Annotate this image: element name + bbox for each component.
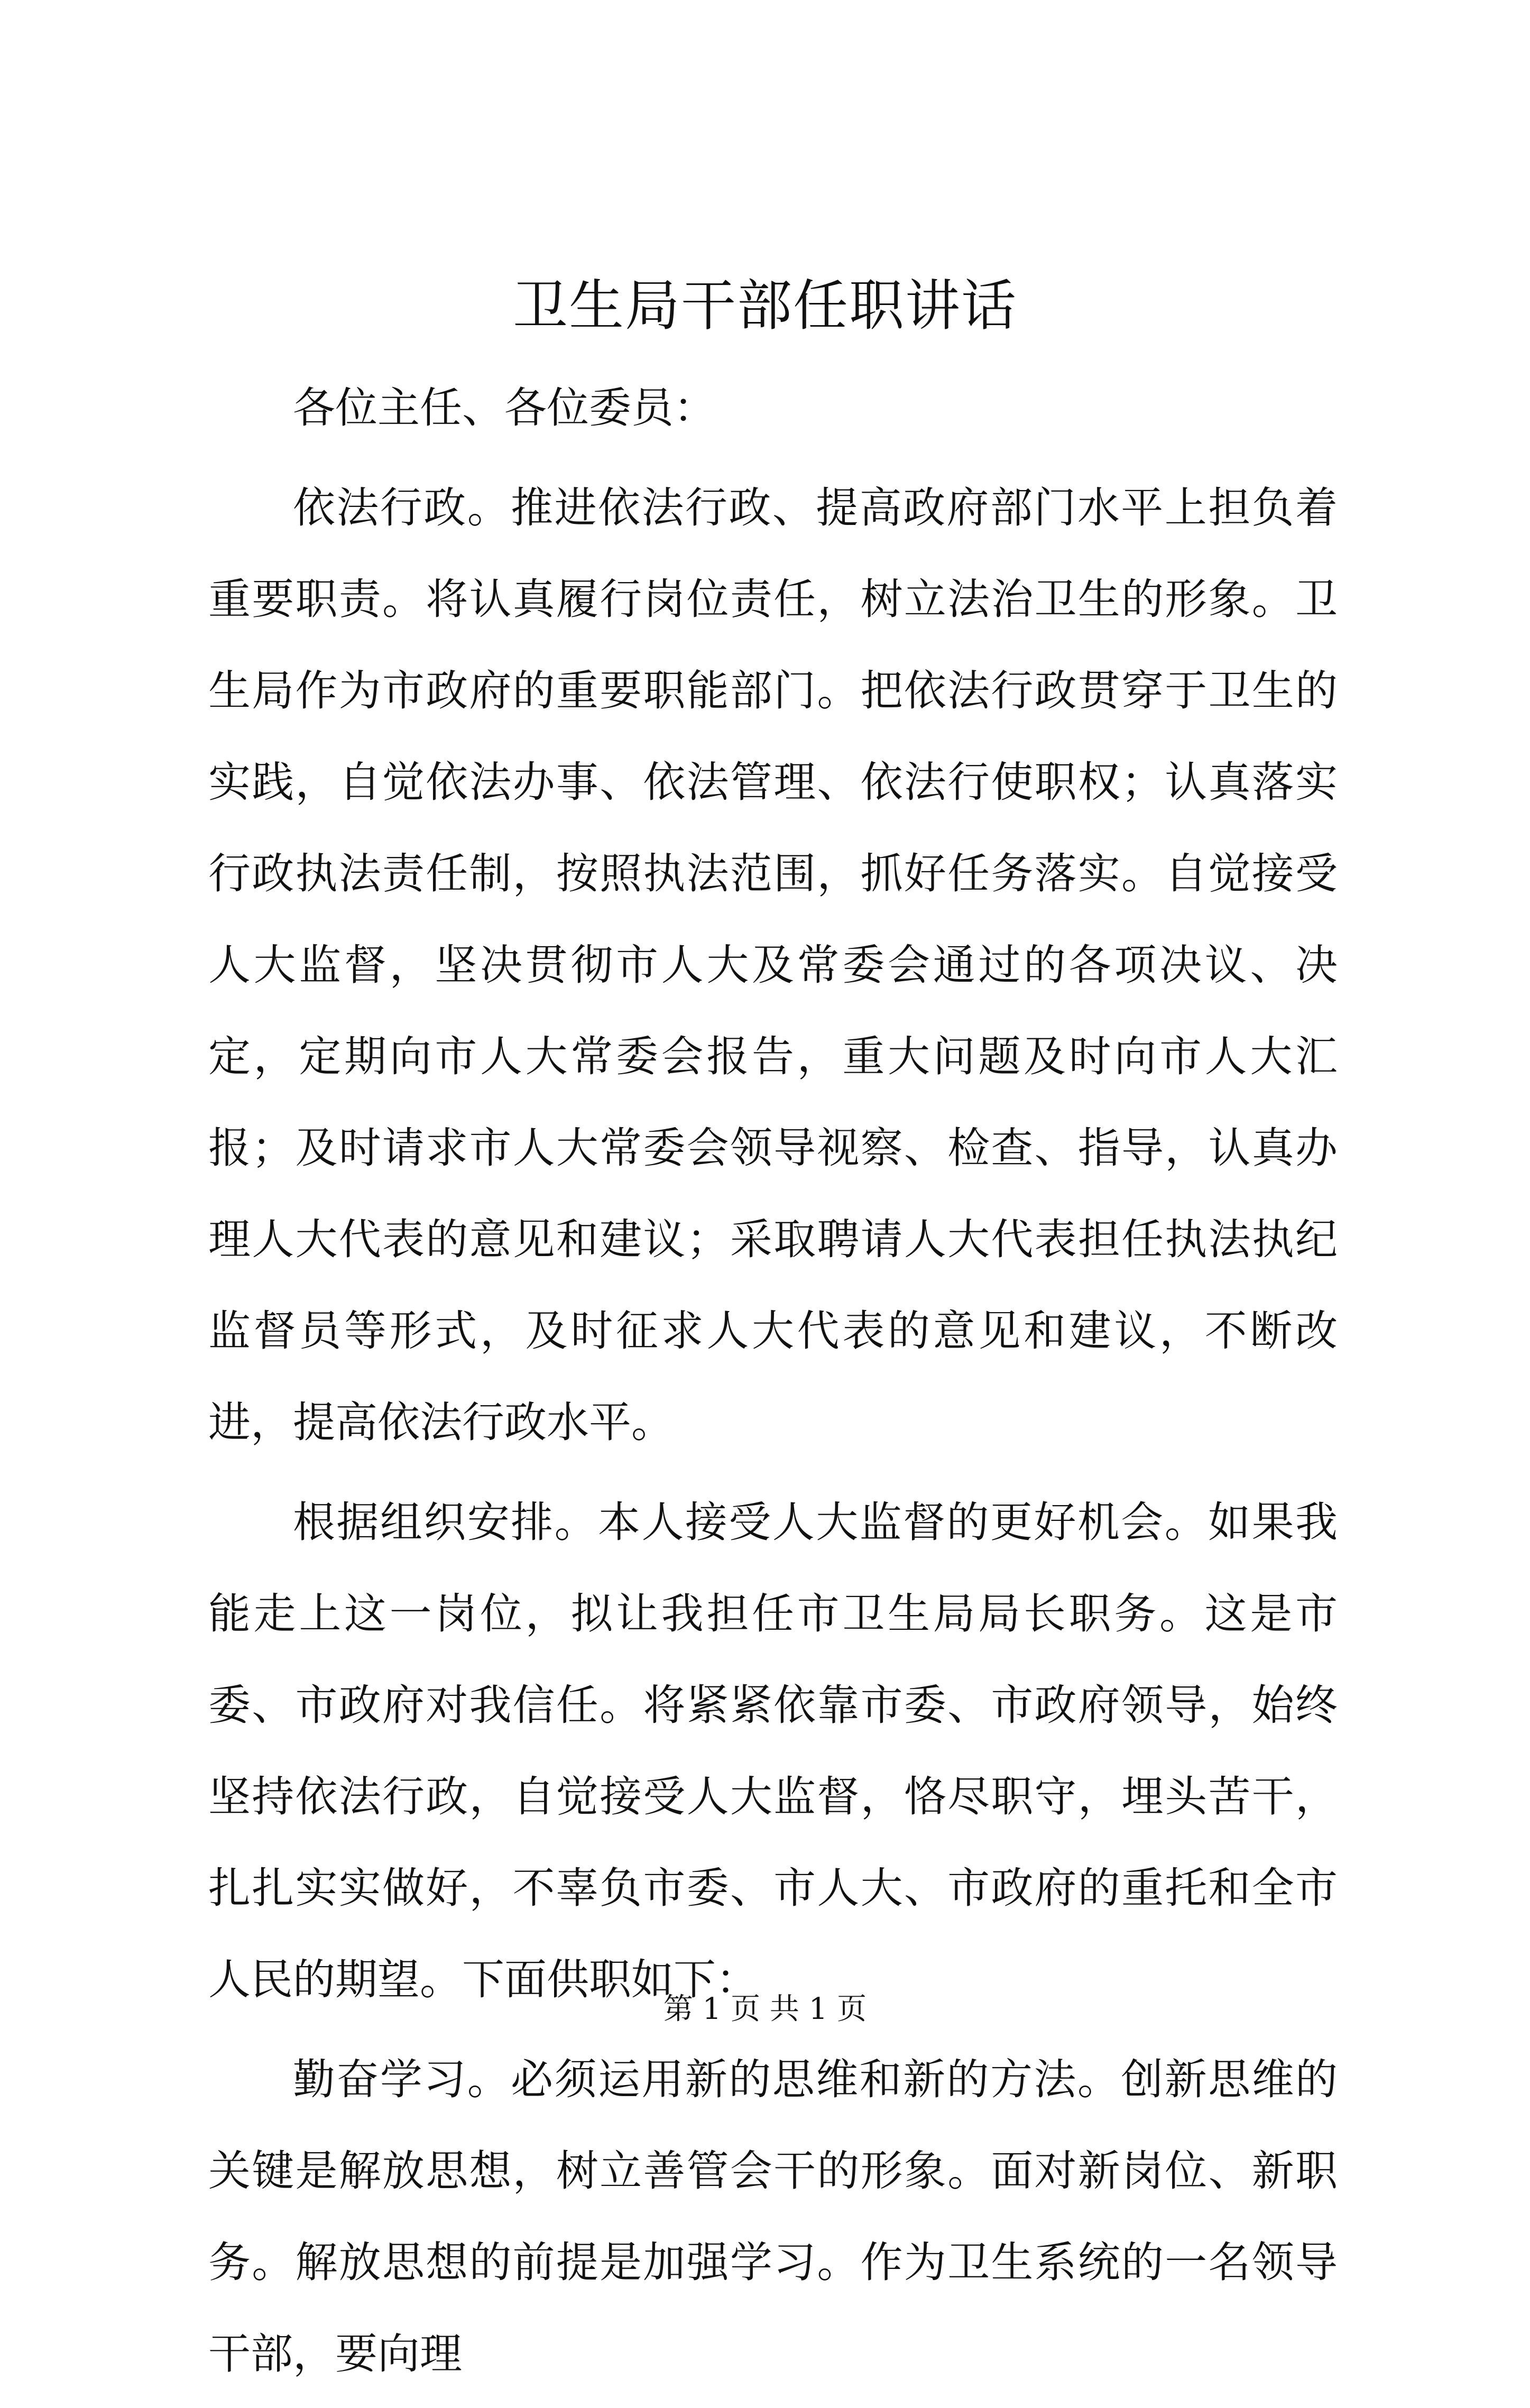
document-title: 卫生局干部任职讲话 (512, 273, 1017, 338)
paragraph-study: 勤奋学习。必须运用新的思维和新的方法。创新思维的关键是解放思想，树立善管会干的形象。面对新岗位、新职务。解放思想的前提是加强学习。作为卫生系统的一名领导干部，要向理 (208, 2055, 1338, 2378)
salutation: 各位主任、各位委员： (293, 383, 716, 432)
paragraph-rule-of-law: 依法行政。推进依法行政、提高政府部门水平上担负着重要职责。将认真履行岗位责任，树立法治卫生的形象。卫生局作为市政府的重要职能部门。把依法行政贯穿于卫生的实践，自觉依法办事、依法管理、依法行使职权；认真落实行政执法责任制，按照执法范围，抓好任务落实。自觉接受人大监督，坚决贯彻市人大及常委会通过的各项决议、决定，定期向市人大常委会报告，重大问题及时向市人大汇报；及时请求市人大常委会领导视察、检查、指导，认真办理人大代表的意见和建议；采取聘请人大代表担任执法执纪监督员等形式，及时征求人大代表的意见和建议，不断改进，提高依法行政水平。 (208, 483, 1338, 1447)
page-footer: 第 1 页 共 1 页 (663, 1992, 867, 2026)
paragraph-appointment: 根据组织安排。本人接受人大监督的更好机会。如果我能走上这一岗位，拟让我担任市卫生局局长职务。这是市委、市政府对我信任。将紧紧依靠市委、市政府领导，始终坚持依法行政，自觉接受人大监督，恪尽职守，埋头苦干，扎扎实实做好，不辜负市委、市人大、市政府的重托和全市人民的期望。下面供职如下： (208, 1498, 1338, 2004)
document-body (208, 362, 1338, 2408)
